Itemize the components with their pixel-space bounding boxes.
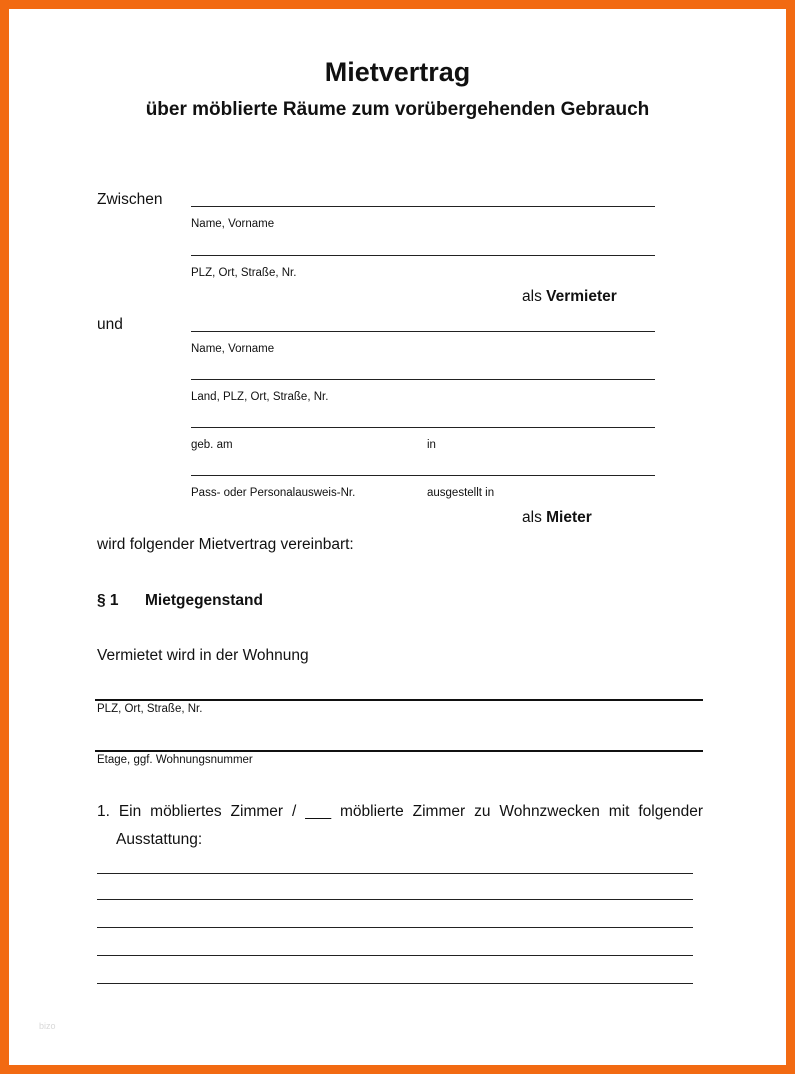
section-intro: Vermietet wird in der Wohnung — [97, 647, 309, 664]
furnishing-line[interactable] — [97, 873, 693, 874]
section-heading: Mietgegenstand — [145, 592, 263, 609]
tenant-role — [522, 509, 592, 527]
agreement-text: wird folgender Mietvertrag vereinbart: — [97, 536, 354, 553]
tenant-address-line[interactable] — [191, 379, 655, 380]
landlord-address-caption: PLZ, Ort, Straße, Nr. — [191, 267, 297, 279]
tenant-name-line[interactable] — [191, 331, 655, 332]
landlord-name-caption: Name, Vorname — [191, 218, 275, 230]
furnishing-line[interactable] — [97, 927, 693, 928]
document-subtitle: über möblierte Räume zum vorübergehenden Gebrauch — [145, 99, 650, 120]
floor-line[interactable] — [95, 750, 703, 752]
tenant-id-line[interactable] — [191, 475, 655, 476]
landlord-role-prefix: als — [522, 288, 542, 305]
tenant-issued-caption: ausgestellt in — [427, 487, 495, 499]
and-label: und — [97, 316, 123, 333]
tenant-birth-place-caption: in — [427, 439, 436, 451]
contract-page — [9, 9, 786, 1065]
tenant-birth-line[interactable] — [191, 427, 655, 428]
furnishing-line[interactable] — [97, 983, 693, 984]
tenant-role-prefix: als — [522, 509, 542, 526]
landlord-address-line[interactable] — [191, 255, 655, 256]
tenant-name-caption: Name, Vorname — [191, 343, 275, 355]
between-label: Zwischen — [97, 191, 163, 208]
landlord-name-line[interactable] — [191, 206, 655, 207]
floor-caption: Etage, ggf. Wohnungsnummer — [97, 754, 253, 766]
furnishing-line[interactable] — [97, 899, 693, 900]
landlord-role-label: Vermieter — [546, 288, 617, 305]
section-number: § 1 — [97, 592, 119, 609]
watermark: bizo — [39, 1021, 56, 1031]
tenant-address-caption: Land, PLZ, Ort, Straße, Nr. — [191, 391, 329, 403]
item1-line2: Ausstattung: — [116, 831, 203, 848]
tenant-role-label: Mieter — [546, 509, 592, 526]
item1-line1: 1. Ein möbliertes Zimmer / ___ möblierte Zimmer zu Wohnzwecken mit folgender — [97, 803, 703, 820]
apartment-address-caption: PLZ, Ort, Straße, Nr. — [97, 703, 203, 715]
tenant-id-caption: Pass- oder Personalausweis-Nr. — [191, 487, 356, 499]
furnishing-line[interactable] — [97, 955, 693, 956]
landlord-role — [522, 288, 617, 306]
document-title: Mietvertrag — [324, 57, 471, 87]
tenant-birth-caption: geb. am — [191, 439, 233, 451]
apartment-address-line[interactable] — [95, 699, 703, 701]
